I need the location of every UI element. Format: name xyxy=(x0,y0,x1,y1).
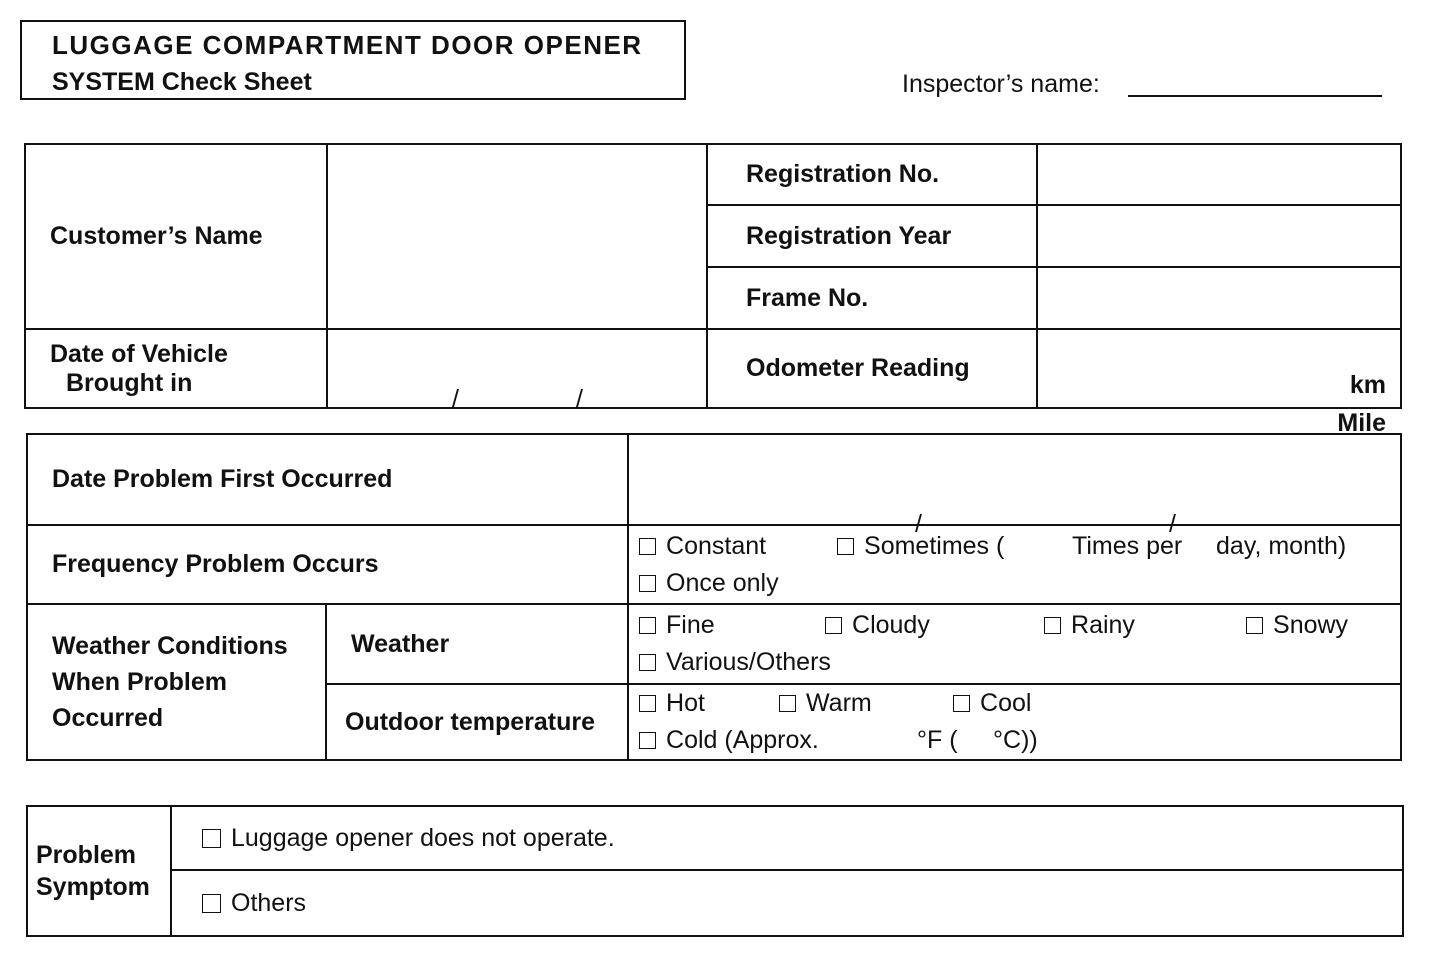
option-label: Warm xyxy=(806,689,872,717)
checkbox[interactable] xyxy=(639,732,656,749)
temp-celsius-label: °C)) xyxy=(993,726,1038,754)
date-separator: / xyxy=(576,384,583,413)
problem-symptom-label xyxy=(27,806,171,936)
checkbox[interactable] xyxy=(837,538,854,555)
title-line-1: LUGGAGE COMPARTMENT DOOR OPENER xyxy=(52,30,643,60)
checkbox[interactable] xyxy=(1044,617,1061,634)
odometer-unit-mile: Mile xyxy=(1337,408,1386,437)
option-label: Snowy xyxy=(1273,611,1349,639)
frequency-constant-option[interactable] xyxy=(639,532,837,561)
registration-year-field[interactable] xyxy=(1037,205,1401,267)
symptom-others-row xyxy=(171,870,1403,936)
checkbox[interactable] xyxy=(639,575,656,592)
checkbox[interactable] xyxy=(1246,617,1263,634)
frequency-once-option[interactable] xyxy=(639,569,779,598)
problem-symptom-label-line-2: Symptom xyxy=(36,873,150,901)
frame-no-field[interactable] xyxy=(1037,267,1401,329)
checkbox[interactable] xyxy=(202,829,221,848)
customer-name-field[interactable] xyxy=(327,144,707,329)
symptom-no-operate-row xyxy=(171,806,1403,870)
checkbox[interactable] xyxy=(639,654,656,671)
option-label: Sometimes ( xyxy=(864,531,1005,560)
inspector-name-field[interactable] xyxy=(1128,95,1382,97)
symptom-others-option[interactable] xyxy=(202,889,306,918)
customer-name-label: Customer’s Name xyxy=(25,144,327,329)
inspector-label: Inspector’s name: xyxy=(902,70,1100,98)
option-label: Rainy xyxy=(1071,611,1135,639)
registration-no-label: Registration No. xyxy=(707,144,1037,205)
registration-no-field[interactable] xyxy=(1037,144,1401,205)
weather-conditions-label-line-2: When Problem xyxy=(52,668,228,696)
vehicle-info-table xyxy=(24,143,1402,437)
option-label: Luggage opener does not operate. xyxy=(231,823,615,852)
weather-various-option[interactable] xyxy=(639,648,831,677)
option-label: Cloudy xyxy=(852,611,930,639)
symptom-no-operate-option[interactable] xyxy=(202,824,615,853)
frame-no-label: Frame No. xyxy=(707,267,1037,329)
checkbox[interactable] xyxy=(639,538,656,555)
frequency-label: Frequency Problem Occurs xyxy=(27,525,628,604)
checkbox[interactable] xyxy=(953,695,970,712)
weather-cloudy-option[interactable] xyxy=(825,611,1044,640)
date-brought-in-label-line-2: Brought in xyxy=(66,368,193,397)
weather-conditions-label-line-1: Weather Conditions xyxy=(52,632,288,660)
weather-snowy-option[interactable] xyxy=(1246,611,1348,640)
date-first-occurred-label: Date Problem First Occurred xyxy=(27,434,628,525)
odometer-unit-km: km xyxy=(1349,370,1386,399)
checkbox[interactable] xyxy=(639,617,656,634)
odometer-field[interactable] xyxy=(1037,329,1401,437)
odometer-label: Odometer Reading xyxy=(707,329,1037,408)
temp-cold-option[interactable] xyxy=(639,726,917,755)
outdoor-temperature-label: Outdoor temperature xyxy=(326,684,628,760)
weather-conditions-label-line-3: Occurred xyxy=(52,704,164,732)
checkbox[interactable] xyxy=(639,695,656,712)
frequency-times-per-label: Times per xyxy=(1072,531,1183,560)
weather-label: Weather xyxy=(326,604,628,684)
problem-symptom-label-line-1: Problem xyxy=(36,841,137,869)
date-separator: / xyxy=(915,509,922,538)
option-label: Various/Others xyxy=(666,648,831,676)
date-first-occurred-field[interactable] xyxy=(628,434,1401,538)
option-label: Once only xyxy=(666,568,779,597)
option-label: Constant xyxy=(666,531,767,560)
option-label: Hot xyxy=(666,689,705,717)
date-separator: / xyxy=(452,384,459,413)
weather-options xyxy=(628,604,1401,684)
temperature-options xyxy=(628,684,1401,760)
temp-warm-option[interactable] xyxy=(779,689,953,718)
date-brought-in-field[interactable] xyxy=(327,329,707,413)
option-label: Cold (Approx. xyxy=(666,726,819,754)
checkbox[interactable] xyxy=(825,617,842,634)
checkbox[interactable] xyxy=(779,695,796,712)
temp-hot-option[interactable] xyxy=(639,689,779,718)
problem-symptom-table xyxy=(26,805,1404,937)
option-label: Others xyxy=(231,888,307,917)
option-label: Fine xyxy=(666,611,715,639)
date-brought-in-label-line-1: Date of Vehicle xyxy=(50,339,228,368)
frequency-sometimes-option[interactable] xyxy=(837,532,1072,561)
title-box xyxy=(20,20,686,100)
temp-fahrenheit-label: °F ( xyxy=(917,726,958,754)
frequency-options xyxy=(628,525,1401,604)
temp-cool-option[interactable] xyxy=(953,689,1031,718)
problem-info-table xyxy=(26,433,1402,761)
frequency-day-month-label: day, month) xyxy=(1216,531,1347,560)
weather-rainy-option[interactable] xyxy=(1044,611,1246,640)
weather-conditions-label xyxy=(27,604,326,760)
option-label: Cool xyxy=(980,689,1032,717)
weather-fine-option[interactable] xyxy=(639,611,825,640)
title-line-2: SYSTEM Check Sheet xyxy=(52,68,312,96)
registration-year-label: Registration Year xyxy=(707,205,1037,267)
checkbox[interactable] xyxy=(202,894,221,913)
date-separator: / xyxy=(1169,509,1176,538)
date-brought-in-label xyxy=(25,329,327,408)
